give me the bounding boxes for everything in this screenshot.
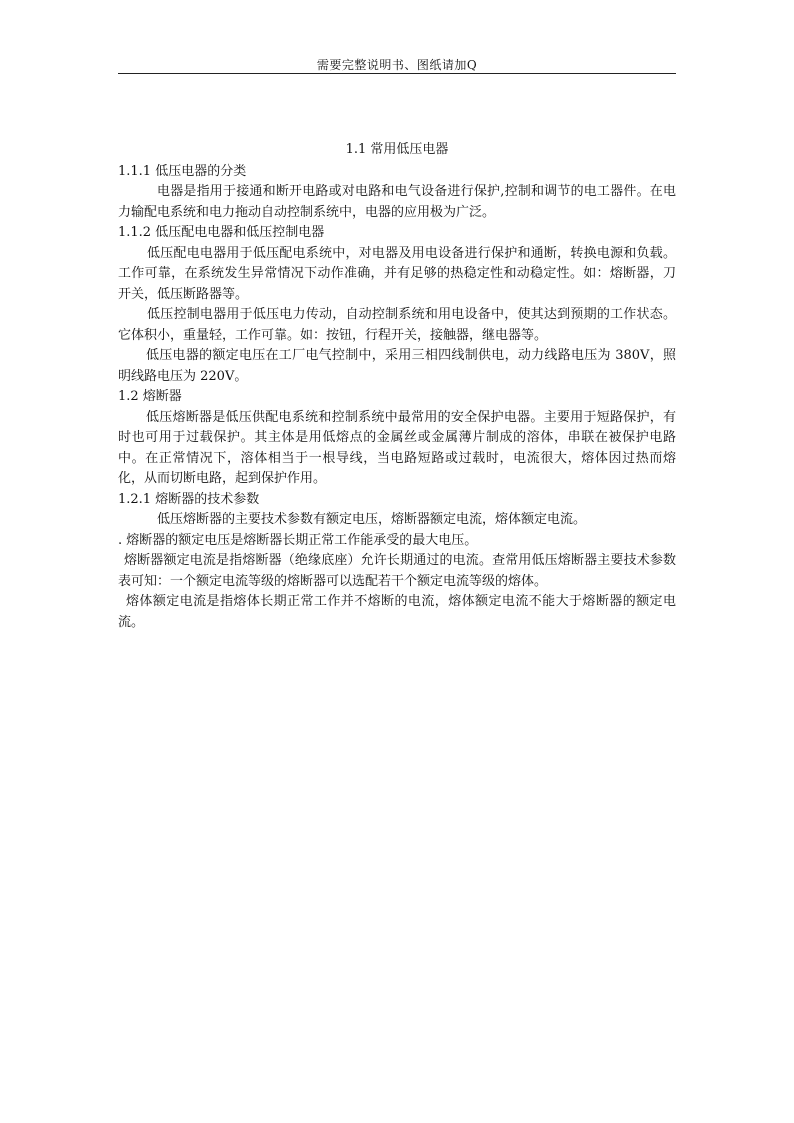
document-body	[118, 140, 676, 633]
paragraph-fuse-intro: 低压熔断器是低压供配电系统和控制系统中最常用的安全保护电器。主要用于短路保护，有时也可用于过载保护。其主体是用低熔点的金属丝或金属薄片制成的溶体，串联在被保护电路中。在正常情况下，溶体相当于一根导线，当电路短路或过载时，电流很大，熔体因过热而熔化，从而切断电路，起到保护作用。	[118, 409, 676, 486]
paragraph-fuse-rated-current: 熔断器额定电流是指熔断器（绝缘底座）允许长期通过的电流。查常用低压熔断器主要技术参数表可知：一个额定电流等级的熔断器可以选配若干个额定电流等级的熔体。	[118, 553, 676, 589]
header-rule	[118, 73, 676, 74]
paragraph-fuse-parameters: 低压熔断器的主要技术参数有额定电压，熔断器额定电流，熔体额定电流。	[157, 512, 587, 527]
paragraph-control-devices: 低压控制电器用于低压电力传动，自动控制系统和用电设备中，使其达到预期的工作状态。它体积小，重量轻，工作可靠。如：按钮，行程开关，接触器，继电器等。	[118, 307, 676, 343]
page-header: 需要完整说明书、图纸请加Q	[316, 58, 478, 72]
paragraph-fuse-rated-voltage: . 熔断器的额定电压是熔断器长期正常工作能承受的最大电压。	[118, 532, 478, 548]
heading-1-1-2: 1.1.2 低压配电电器和低压控制电器	[118, 225, 325, 240]
heading-1-2-1: 1.2.1 熔断器的技术参数	[118, 491, 260, 507]
heading-1-1-1: 1.1.1 低压电器的分类	[118, 163, 247, 179]
paragraph-rated-voltage: 低压电器的额定电压在工厂电气控制中，采用三相四线制供电，动力线路电压为 380V，照明线路电压为 220V。	[118, 348, 676, 384]
heading-1-2: 1.2 熔断器	[118, 389, 182, 404]
paragraph-distribution-devices: 低压配电电器用于低压配电系统中，对电器及用电设备进行保护和通断，转换电源和负载。工作可靠，在系统发生异常情况下动作准确，并有足够的热稳定性和动稳定性。如：熔断器，刀开关，低压断路器等。	[118, 245, 676, 302]
section-title: 1.1 常用低压电器	[345, 142, 449, 157]
paragraph-electrical-definition: 电器是指用于接通和断开电路或对电路和电气设备进行保护,控制和调节的电工器件。在电力输配电系统和电力拖动自动控制系统中，电器的应用极为广泛。	[118, 184, 676, 220]
paragraph-melt-rated-current: 熔体额定电流是指熔体长期正常工作并不熔断的电流，熔体额定电流不能大于熔断器的额定电流。	[118, 594, 676, 630]
